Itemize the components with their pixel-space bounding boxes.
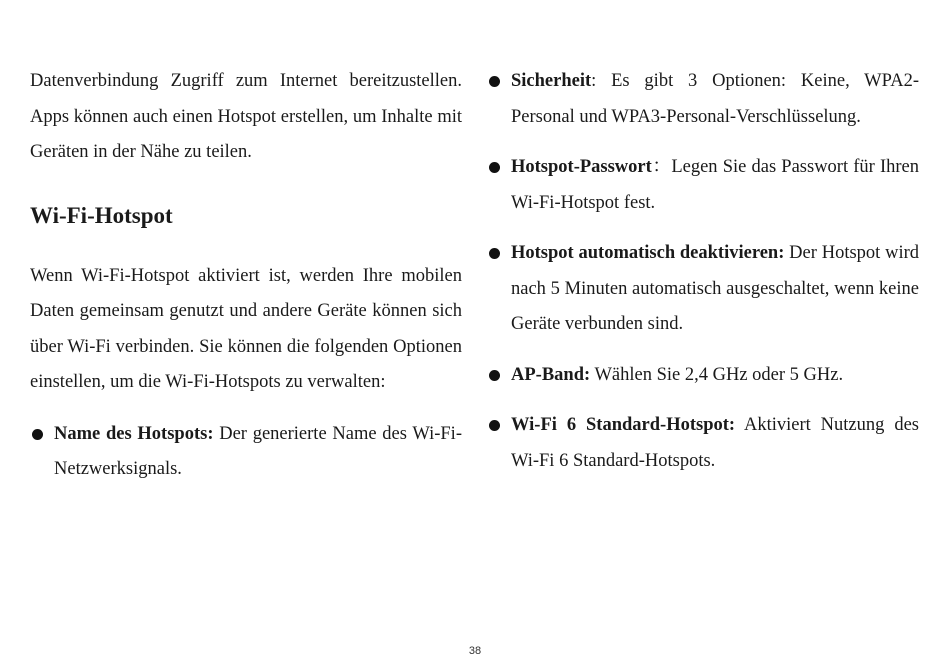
bullet-item-hotspot-password: [487, 150, 919, 221]
bullet-term: Wi-Fi 6 Standard-Hotspot:: [511, 415, 736, 435]
section-paragraph: Wenn Wi-Fi-Hotspot aktiviert ist, werden Ihre mobilen Daten gemeinsam genutzt und andere Geräte können sich über Wi-Fi verbinden. Sie können die folgenden Optionen einstellen, um die Wi-Fi-Hotspots zu verwalten:: [30, 265, 462, 392]
bullet-dot-icon: [32, 429, 43, 440]
bullet-term: AP-Band:: [511, 364, 591, 385]
bullet-item-auto-disable: [487, 236, 919, 343]
bullet-term: Hotspot-Passwort: [511, 157, 652, 177]
bullet-dot-icon: [489, 370, 500, 381]
bullet-dot-icon: [489, 76, 500, 87]
bullet-dot-icon: [489, 162, 500, 173]
bullet-term: Hotspot automatisch deaktivieren:: [511, 243, 785, 263]
bullet-term: Name des Hotspots:: [54, 423, 214, 444]
bullet-text: Wählen Sie 2,4 GHz oder 5 GHz.: [590, 364, 844, 385]
bullet-item-ap-band: [487, 358, 919, 394]
bullet-text: : Es gibt 3 Optionen: Keine, WPA2-Personal und WPA3-Personal-Verschlüsselung.: [511, 71, 919, 127]
page-number: 38: [468, 645, 482, 657]
right-column: [487, 64, 919, 494]
bullet-term: Sicherheit: [511, 71, 592, 91]
bullet-item-security: [487, 64, 919, 135]
bullet-item-wifi6-hotspot: [487, 408, 919, 479]
bullet-text: Aktiviert Nutzung des Wi-Fi 6 Standard-Hotspots.: [511, 415, 919, 471]
bullet-dot-icon: [489, 248, 500, 259]
bullet-text: Der Hotspot wird nach 5 Minuten automatisch ausgeschaltet, wenn keine Geräte verbunden sind.: [511, 243, 920, 334]
left-column: [30, 64, 462, 503]
intro-paragraph: Datenverbindung Zugriff zum Internet bereitzustellen. Apps können auch einen Hotspot erstellen, um Inhalte mit Geräten in der Nähe zu teilen.: [30, 71, 462, 162]
bullet-item-hotspot-name: [30, 417, 462, 488]
bullet-text: Der generierte Name des Wi-Fi-Netzwerksignals.: [54, 423, 462, 479]
bullet-text: ：Legen Sie das Passwort für Ihren Wi-Fi-Hotspot fest.: [511, 157, 919, 213]
bullet-dot-icon: [489, 420, 500, 431]
section-title: Wi-Fi-Hotspot: [30, 202, 173, 228]
